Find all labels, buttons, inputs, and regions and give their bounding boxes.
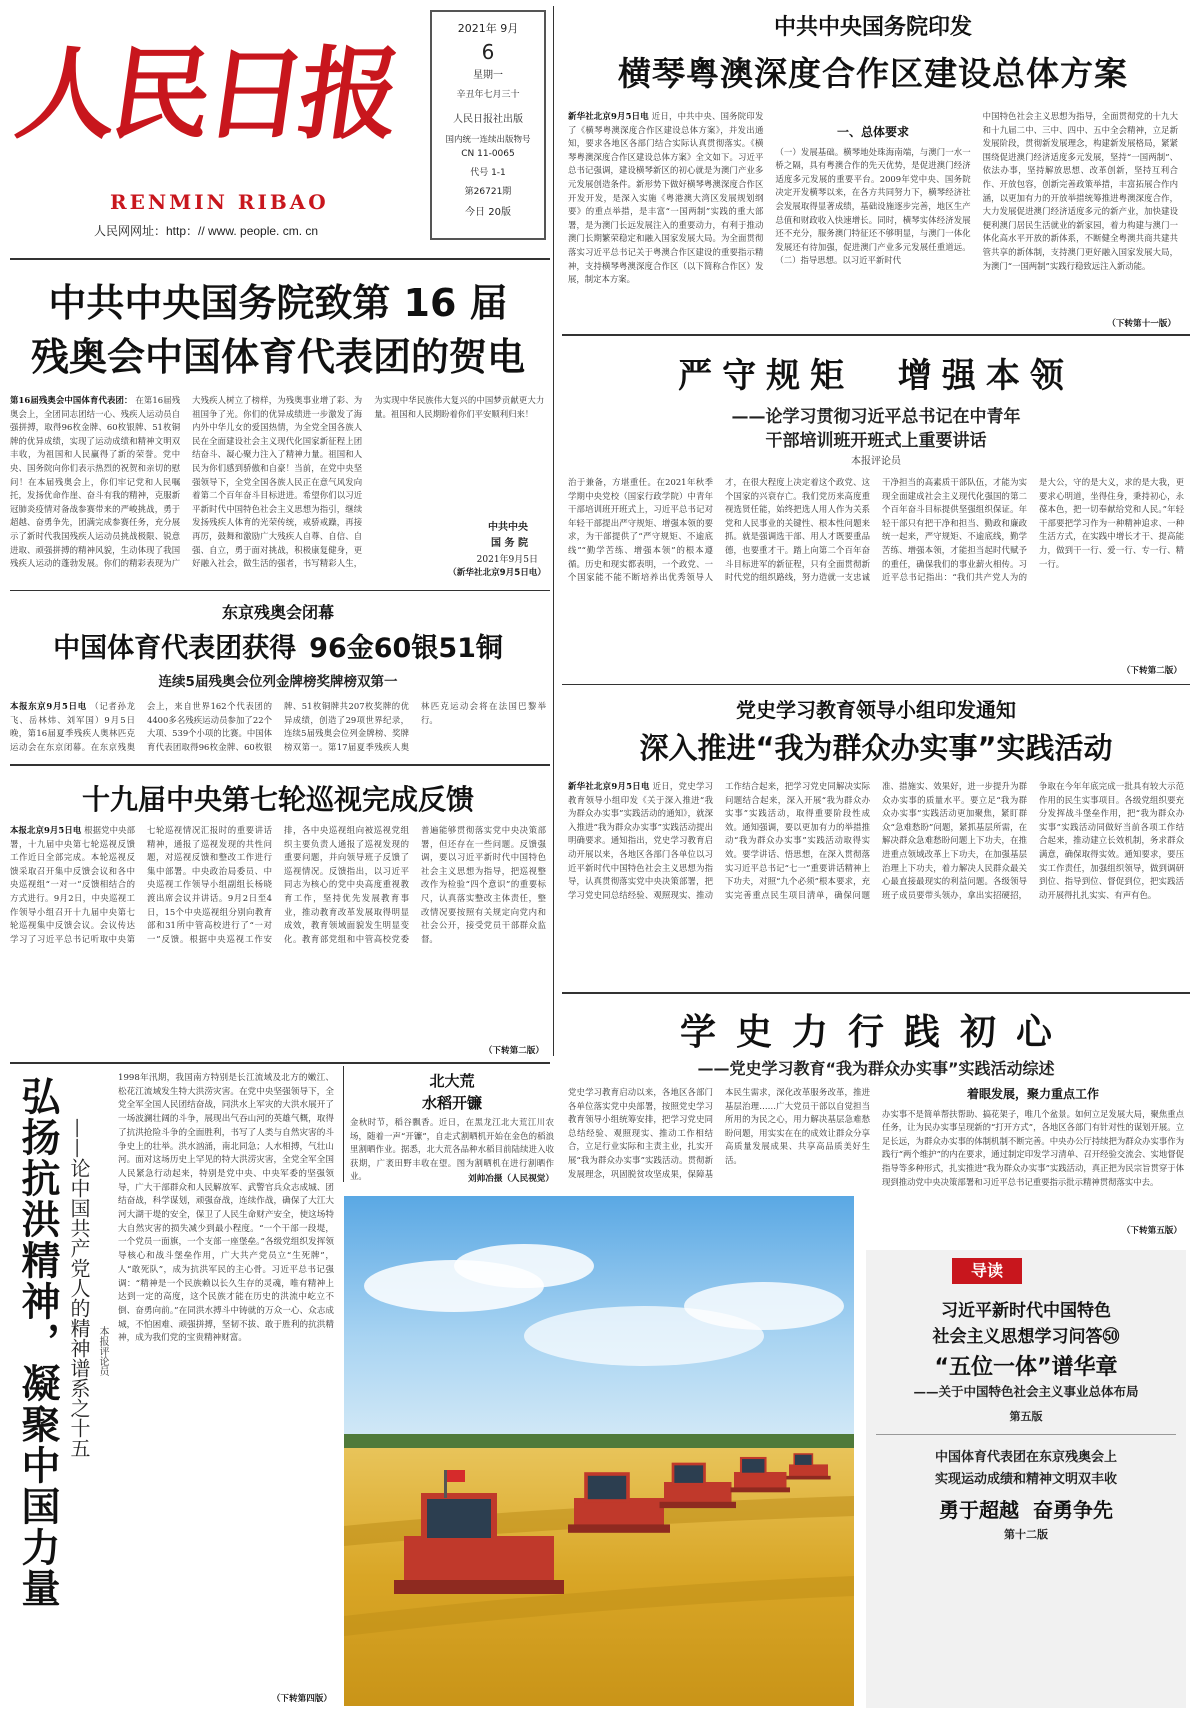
guide-item2-page[interactable]: 第十二版 (1004, 1528, 1048, 1541)
story-hengqin-section-body: （一）发展基础。横琴地处珠海南端，与澳门一水一桥之隔，具有粤澳合作的先天优势，是促进澳门经济适度多元发展的重要平台。2009年党中央、国务院决定开发横琴以来，在各方共同努力下，横琴经济社会发展取得显著成绩，基础设施逐步完善，地区生产总值和财政收入快速增长。同时，横琴实体经济发展还不充分，服务澳门特征还不够明显，与澳门一体化发展还有待加强，促进澳门产业多元发展任重道远。（二）指导思想。以习近平新时代 (775, 146, 971, 266)
story-practice-body2: 办实事不是简单帮扶帮助、搞花架子，唯几个盆景。如何立足发展大局，聚焦重点任务，让为民办实事呈现新的“打开方式”，各地区各部门有针对性的谋划开展。立足长远，为群众办实事的体制机制不断完善。中央办公厅持续把为群众办实事作为践行“两个维护”的内在要求，通过制定印发学习清单、召开经验交流会、实地督促指导等多种形式，扎实推进“我为群众办实事”实践活动，真正把为民宗旨贯穿于体现到推动党中央决策部署和习近平总书记重要指示批示精神贯彻落实中去。 (882, 1108, 1184, 1187)
harvest-photo-svg (344, 1196, 854, 1706)
story-telegram-headline-2: 残奥会中国体育代表团的贺电 (30, 335, 525, 379)
story-inspection-text (10, 824, 546, 1042)
story-hengqin-col3-text: 中国特色社会主义思想为指导，全面贯彻党的十九大和十九届二中、三中、四中、五中全会精神，立足新发展阶段，贯彻新发展理念，构建新发展格局，紧紧围绕促进澳门经济适度多元发展，坚持“一国两制”、依法办事，坚持解放思想、改革创新，坚持互利合作、开放包容，创新完善政策举措，丰富拓展合作内涵，以更加有力的开放举措统筹推进粤澳深度合作，大力发展促进澳门经济适度多元的新产业，加快建设便利澳门居民生活就业的新家园，着力构建与澳门一体化高水平开放的新体系，不断健全粤澳共商共建共管共享的新体制，支持澳门更好融入国家发展大局，为澳门“一国两制”实践行稳致远注入新动能。 (982, 111, 1178, 271)
guide-item1-sub: ——关于中国特色社会主义事业总体布局 (913, 1384, 1139, 1399)
story-paralympics-body: （记者孙龙飞、岳林炜、刘军国）9月5日晚，第16届夏季残疾人奥林匹克运动会在东京闭幕。在东京残奥会上，来自世界162个代表团的4400多名残疾运动员参加了22个大项、539个小项的比赛。中国体育代表团取得96枚金牌、60枚银牌、51枚铜牌共207枚奖牌的优异成绩，创造了29项世界纪录，连续5届残奥会位列金牌榜、奖牌榜双第一。第17届夏季残疾人奥林匹克运动会将在法国巴黎举行。 (10, 701, 546, 752)
story-practice-continued: （下转第五版） (1118, 1224, 1182, 1236)
masthead (9, 6, 418, 252)
story-paralympics-kicker: 东京残奥会闭幕 (221, 603, 334, 622)
dateline-cn: CN 11-0065 (461, 149, 515, 159)
story-paralympics-headline (8, 626, 548, 665)
story-hengqin-continued: （下转第十一版） (1103, 317, 1176, 329)
story-paralympics (8, 594, 548, 760)
guide-label: 导读 (952, 1258, 1022, 1284)
guide-item1-line2[interactable]: 社会主义思想学习问答㊿ (932, 1327, 1120, 1347)
story-flood-continued: （下转第四版） (271, 1694, 332, 1704)
masthead-logo: 人民日报 (9, 35, 403, 153)
story-flood-headline: 弘扬抗洪精神，凝聚中国力量 (15, 1076, 60, 1609)
story-harvest-headline-2: 水稻开镰 (421, 1094, 482, 1112)
story-notice-kicker: 党史学习教育领导小组印发通知 (736, 698, 1016, 722)
story-rules-subhead-1: ——论学习贯彻习近平总书记在中青年 (731, 407, 1021, 427)
story-practice-section-heading: 着眼发展，聚力重点工作 (966, 1087, 1099, 1101)
story-rules-body: 治于兼备，方堪重任。在2021年秋季学期中央党校（国家行政学院）中青年干部培训班开班式上，习近平总书记对年轻干部提出严守规矩、增强本领的要求，为干部提供了“严守规矩、不逾底线”“勤学苦练、增强本领”的根本遵循。历史和现实都表明，一个政党、一个国家能不能不断培养出优秀领导人才，在很大程度上决定着这个政党、这个国家的兴衰存亡。我们党历来高度重视选贤任能，始终把选人用人作为关系党和人民事业的关键性、根本性问题来抓。就是强调选干部、用人才既要重品德，也要重才干。踏上向第二个百年奋斗目标进军的新征程，只有全面贯彻新时代党的组织路线，努力造就一支忠诚干净担当的高素质干部队伍，才能为实现全面建成社会主义现代化强国的第二个百年奋斗目标提供坚强组织保证。年轻干部只有把干净和担当、勤政和廉政统一起来，严守规矩、不逾底线，勤学苦练、增强本领，才能担当起时代赋予的重任，确保我们的事业薪火相传。习近平总书记指出：“我们共产党人为的是大公，守的是大义，求的是大我，更要求心明道，坐得住身，秉持初心，永葆本色，把一切奉献给党和人民。”年轻干部要把学习作为一种精神追求、一种生活方式，在实践中增长才干、提高能力，做到干一行、爱一行、专一行、精一行。 (568, 477, 1184, 583)
dateline-date: 2021年 9月 (457, 22, 519, 35)
story-harvest-headline-1: 北大荒 (429, 1072, 475, 1090)
story-flood-body: 1998年汛期，我国南方特别是长江流域及北方的嫩江、松花江流域发生特大洪涝灾害。在党中央坚强领导下，全党全军全国人民团结奋战，同洪水上军灾的大洪水展开了一场波澜壮阔的斗争，展现出气吞山河的英雄气概，取得了抗洪抢险斗争的全面胜利，书写了人类与自然灾害的斗争史上的壮举。洪水汹涌，南北同急；人水相搏，气壮山河。面对这场历史上罕见的特大洪涝灾害，全党全军全国人民紧急行动起来，特别是党中央、中央军委的坚强领导，广大干部群众和人民解放军、武警官兵众志成城、团结奋战，科学谋划，顽强奋战，连续作战，确保了大江大河大湖干堤的安全，保卫了人民生命财产安全，使这场特大自然灾害的损失减少到最小程度。“一个干部一段堤，一个党员一面旗，一个支部一座堡垒。”各级党组织发挥领导核心和战斗堡垒作用，广大共产党员立“生死牌”，人“敢死队”，成为抗洪军民的主心骨。习近平总书记强调：“精神是一个民族赖以长久生存的灵魂，唯有精神上达到一定的高度，这个民族才能在历史的洪流中屹立不倒、奋勇向前。”在同洪水搏斗中铸就的万众一心、众志成城，不怕困难、顽强拼搏，坚韧不拔、敢于胜利的抗洪精神，成为我们党的宝贵精神财富。 (118, 1073, 334, 1344)
story-telegram-headline-1: 中共中央国务院致第 16 届 (48, 281, 508, 325)
story-rules-continued: （下转第二版） (1121, 666, 1182, 676)
story-inspection-lead: 本报北京9月5日电 (10, 825, 82, 835)
dateline-day: 6 (481, 40, 495, 64)
story-paralympics-headline-2: 96金60银51铜 (309, 633, 503, 664)
guide-item2-title[interactable]: 勇于超越 奋勇争先 (939, 1498, 1113, 1522)
dateline-serial: 国内统一连续出版物号 (445, 135, 531, 145)
story-inspection-headline: 十九届中央第七轮巡视完成反馈 (81, 783, 474, 816)
story-inspection-continued: （下转第二版） (483, 1046, 544, 1056)
story-inspection (8, 768, 548, 1058)
story-hengqin-lead: 新华社北京9月5日电 (568, 111, 649, 121)
guide-item1-line1[interactable]: 习近平新时代中国特色 (941, 1301, 1111, 1321)
dateline-pages: 今日 20版 (465, 207, 511, 218)
story-hengqin-headline: 横琴粤澳深度合作区建设总体方案 (618, 54, 1128, 93)
story-practice-col2 (882, 1086, 1184, 1232)
dateline-publisher: 人民日报社出版 (453, 114, 523, 125)
story-telegram-salutation: 第16届残奥会中国体育代表团： (10, 395, 133, 405)
story-hengqin-col3 (983, 110, 1178, 326)
dateline-box (430, 10, 546, 240)
story-hengqin (562, 4, 1184, 330)
story-flood-subhead: ——论中国共产党人的精神谱系之十五 (67, 1118, 91, 1458)
dateline-weekday: 星期一 (473, 70, 503, 81)
story-notice-body: 近日，党史学习教育领导小组印发《关于深入推进“我为群众办实事”实践活动的通知》，就深入推进“我为群众办实事”实践活动提出明确要求。通知指出，党史学习教育启动开展以来，各地区各部门各单位以习近平新时代中国特色社会主义思想为指导，认真贯彻落实党中央决策部署，把学习党史同总结经验、观照现实、推动工作结合起来，把学习党史同解决实际问题结合起来，深入开展“我为群众办实事”实践活动，取得重要阶段性成效。通知强调，要以更加有力的举措推动“我为群众办实事”实践活动取得实效。要学讲话、悟思想，在深入贯彻落实习近平总书记“七一”重要讲话精神上下功夫，对照“九个必须”根本要求，充实完善重点民生项目清单，确保问题准、措施实、效果好，进一步提升为群众办实事的质量水平。要立足“我为群众办实事”实践活动更加聚焦，紧盯群众“急难愁盼”问题，紧抓基层所需，在解决群众急难愁盼问题上下功夫，在推进重点领域改革上下功夫，在加强基层治理上下功夫，着力解决人民群众最关心最直接最现实的利益问题。各级领导班子成员要带头领办，拿出实招硬招，争取在今年年底完成一批具有较大示范作用的民生实事项目。各级党组织要充分发挥战斗堡垒作用，把“我为群众办实事”实践活动同做好当前各项工作结合起来，推动建立长效机制，务求群众满意，确保取得实效。通知要求，要压实工作责任，加强组织领导，做到调研到位、指导到位、督促到位，把实践活动开展得扎扎实实、有声有色。 (568, 781, 1184, 900)
guide-item1-page[interactable]: 第五版 (1009, 1410, 1043, 1423)
story-paralympics-text (10, 700, 546, 756)
story-practice-subhead: ——党史学习教育“我为群众办实事”实践活动综述 (697, 1059, 1055, 1078)
story-notice-text (568, 780, 1184, 980)
story-telegram-sign-date: 2021年9月5日 (476, 555, 538, 565)
story-harvest (350, 1068, 554, 1186)
story-notice (562, 688, 1190, 988)
story-paralympics-subhead: 连续5届残奥会位列金牌榜奖牌榜双第一 (158, 674, 398, 690)
guide-item2-line2[interactable]: 实现运动成绩和精神文明双丰收 (934, 1472, 1117, 1487)
story-hengqin-section-heading: 一、总体要求 (836, 125, 909, 139)
story-hengqin-col1 (568, 110, 763, 326)
guide-item2-line1[interactable]: 中国体育代表团在东京残奥会上 (934, 1450, 1117, 1465)
story-hengqin-body: 近日，中共中央、国务院印发了《横琴粤澳深度合作区建设总体方案》，并发出通知，要求各地区各部门结合实际认真贯彻落实。《横琴粤澳深度合作区建设总体方案》全文如下。习近平总书记强调，建设横琴新区的初心就是为澳门产业多元发展创造条件。新形势下做好横琴粤澳深度合作区开发开发，是深入实施《粤港澳大湾区发展规划纲要》的重点举措，是丰富“一国两制”实践的重大部署，是为澳门长远发展注入的重要动力，有利于推动澳门长期繁荣稳定和融入国家发展大局。为全面贯彻落实习近平总书记关于粤澳合作区建设的重要指示精神，支持横琴粤澳深度合作区（以下简称合作区）发展，制定本方案。 (568, 111, 764, 285)
masthead-website: 人民网网址：http：// www. people. cm. cn (94, 224, 319, 238)
story-rules (562, 340, 1190, 680)
story-flood (8, 1068, 338, 1708)
story-notice-headline: 深入推进“我为群众办实事”实践活动 (639, 731, 1113, 765)
story-telegram-body: 在第16届残奥会上，全团同志团结一心、残疾人运动员自强拼搏，取得96枚金牌、60枚银牌、51枚铜牌的优异成绩，实现了运动成绩和精神文明双丰收，为祖国和人民赢得了新的荣誉。党中央、国务院向你们表示热烈的祝贺和亲切的慰问！在本届残奥会上，你们牢记党和人民嘱托，发扬优命作崖、奋斗有我的精神，克服新冠肺炎疫情对备战参赛带来的严峻挑战，勇于超越、奋勇争先，团满完成参赛任务，充分展示了新时代我国残疾人运动员挑战极限、锐意进取、顽强拼搏的精神风貌，生动体现了我国残疾人运动的蓬勃发展。你们的精彩表现为广大残疾人树立了榜样，为残奥事业增了彩、为祖国争了光。你们的优异成绩进一步激发了海内外中华儿女的爱国热情，为全党全国各族人民在全面建设社会主义现代化国家新征程上团结奋斗、凝心聚力注入了精神力量。祖国和人民为你们感到骄傲和自豪！当前，在党中央坚强领导下，全党全国各族人民正在意气风发向着第二个百年奋斗目标进进。希望你们以习近平新时代中国特色社会主义思想为指引，继续发扬残疾人体育的光荣传统，戒骄戒躁，再接再厉，鼓舞和激励广大残疾人自尊、自信、自强、自立，勇于面对挑战，积极康复健身，更好融入社会，做生活的强者，书写精彩人生，为实现中华民族伟大复兴的中国梦贡献更大力量。祖国和人民期盼着你们平安顺利归来！ (10, 395, 545, 569)
story-harvest-credit: 刘帅冶摄（人民视觉） (468, 1174, 554, 1184)
guide-item1-title[interactable]: “五位一体”谱华章 (934, 1355, 1118, 1380)
dateline-lunar: 辛丑年七月三十 (456, 90, 520, 100)
story-paralympics-lead: 本报东京9月5日电 (10, 701, 87, 711)
dateline-code: 代号 1-1 (470, 168, 506, 178)
story-harvest-body: 金秋时节，稻谷飘香。近日，在黑龙江北大荒江川农场，随着一声“开镰”，自走式割晒机开始在金色的稻浪里割晒作业。据悉，北大荒各品种水稻目前陆续进入收获期，广袤田野丰收在望。图为割晒机在进行割晒作业。 (350, 1117, 554, 1182)
harvest-photo (344, 1196, 854, 1706)
story-telegram-signature-1: 中共中央 (488, 522, 528, 533)
story-telegram (8, 264, 548, 582)
story-telegram-signature-2: 国 务 院 (491, 538, 528, 549)
story-telegram-source: （新华社北京9月5日电） (448, 568, 546, 578)
dateline-issue: 第26721期 (464, 187, 512, 197)
story-flood-byline: 本报评论员 (97, 1326, 108, 1376)
story-rules-subhead-2: 干部培训班开班式上重要讲话 (765, 431, 987, 451)
story-rules-headline: 严守规矩 增强本领 (678, 356, 1074, 396)
story-rules-byline: 本报评论员 (851, 456, 901, 467)
story-rules-text (568, 476, 1184, 666)
story-paralympics-headline-1: 中国体育代表团获得 (53, 633, 297, 664)
guide-box (866, 1250, 1186, 1708)
story-telegram-signature-col (374, 394, 546, 578)
story-flood-text (118, 1072, 334, 1684)
story-practice-body1: 党史学习教育启动以来，各地区各部门各单位落实党中央部署，按照党史学习教育领导小组统筹安排，把学习党史同总结经验、观照现实、推动工作相结合，立足行业实际和主责主业，扎实开展“我为群众办实事”实践活动。贯彻新发展理念，巩固脱贫攻坚成果，保障基本民生需求，深化改革服务改革，推进基层治理……广大党员干部以自觉担当所用的为民之心，用力解决基层急难愁盼问题，用实实在在的成效让群众分享高质量发展成果、共享高品质美好生活。 (568, 1087, 870, 1179)
story-notice-lead: 新华社北京9月5日电 (568, 781, 650, 791)
story-hengqin-col2 (775, 110, 970, 326)
story-inspection-body: 根据党中央部署，十九届中央第七轮巡视反馈工作近日全部完成。本轮巡视反馈采取召开集中反馈会议和各中央巡视组“一对一”反馈相结合的方式进行。9月2日，中央巡视工作领导小组召开十九届中央第七轮巡视集中反馈会议。会议传达学习了习近平总书记听取中央第七轮巡视情况汇报时的重要讲话精神，通报了巡视发现的共性问题，对巡视反馈和整改工作进行集中部署。中央政治局委员、中央巡视工作领导小组副组长杨晓渡出席会议并讲话。9月2日至4日，15个中央巡视组分别向教育部和31所中管高校进行了“一对一”反馈。根据中央巡视工作安排，各中央巡视组向被巡视党组织主要负责人通报了巡视发现的重要问题，并向领导班子反馈了巡视情况。反馈指出，以习近平同志为核心的党中央高度重视教育工作，坚持优先发展教育事业，推动教育改革发展取得明显成效，教育领域面貌发生明显变化。教育部党组和中管高校党委普遍能够贯彻落实党中央决策部署，但还存在一些问题。反馈强调，要以习近平新时代中国特色社会主义思想为指导，把巡视整改作为检验“四个意识”的重要标尺，认真落实整改主体责任，整改情况要按照有关规定向党内和社会公开，接受党员干部群众监督。 (10, 825, 546, 944)
story-practice-headline: 学史力行践初心 (679, 1012, 1072, 1053)
masthead-pinyin: RENMIN RIBAO (110, 190, 329, 214)
story-hengqin-kicker: 中共中央国务院印发 (773, 15, 972, 40)
